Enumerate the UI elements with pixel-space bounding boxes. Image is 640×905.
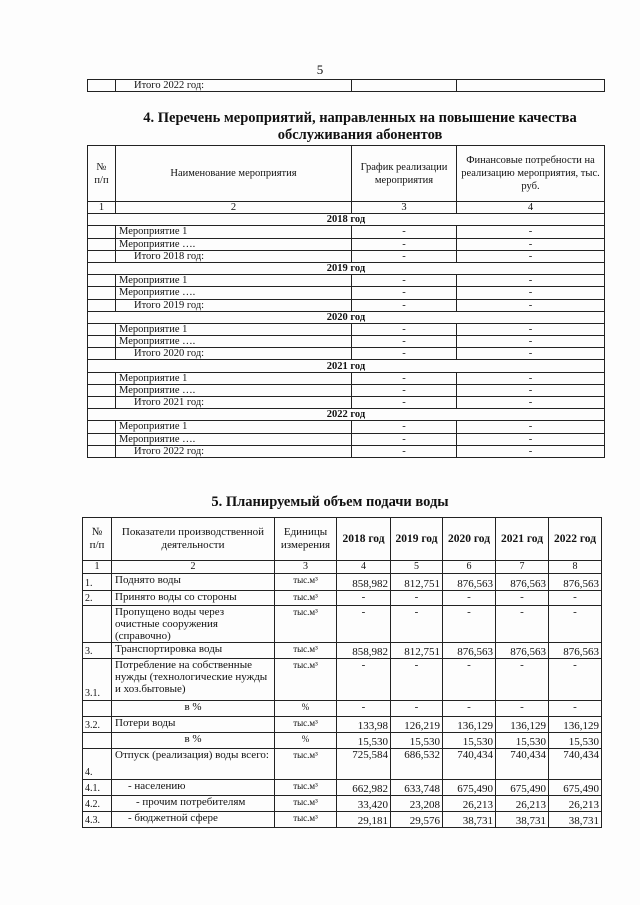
- measure-name: Мероприятие 1: [116, 226, 352, 238]
- table-row: [88, 226, 605, 238]
- unit: тыс.м³: [275, 812, 337, 828]
- year-value: -: [443, 659, 496, 701]
- section5-title: 5. Планируемый объем подачи воды: [211, 494, 449, 510]
- table-row: [88, 397, 605, 409]
- measures-table: [87, 145, 605, 458]
- measure-schedule: -: [352, 226, 457, 238]
- year-value: 740,434: [549, 749, 602, 780]
- unit: тыс.м³: [275, 574, 337, 591]
- year-value: 38,731: [443, 812, 496, 828]
- table-row: [88, 384, 605, 396]
- unit: тыс.м³: [275, 796, 337, 812]
- year-value: 675,490: [549, 780, 602, 796]
- year-value: 876,563: [496, 574, 549, 591]
- unit: тыс.м³: [275, 606, 337, 643]
- measure-schedule: -: [352, 336, 457, 348]
- measure-name: Мероприятие ….: [116, 433, 352, 445]
- col-number: 6: [443, 561, 496, 574]
- year-value: 876,563: [496, 643, 549, 659]
- unit: тыс.м³: [275, 780, 337, 796]
- measure-finance: -: [457, 299, 605, 311]
- measure-name: Итого 2021 год:: [116, 397, 352, 409]
- col-year-header: 2022 год: [549, 518, 602, 561]
- year-value: 675,490: [496, 780, 549, 796]
- table-row: [83, 749, 602, 780]
- section4-title: 4. Перечень мероприятий, направленных на повышение качества обслуживания абонентов: [143, 110, 577, 143]
- col-name-header: Наименование мероприятия: [116, 146, 352, 202]
- measure-schedule: -: [352, 348, 457, 360]
- year-value: 15,530: [337, 733, 391, 749]
- measure-name: Мероприятие ….: [116, 336, 352, 348]
- measure-schedule: -: [352, 299, 457, 311]
- row-number: 3.: [83, 643, 112, 659]
- measure-name: Мероприятие ….: [116, 238, 352, 250]
- indicator-name: Отпуск (реализация) воды всего:: [112, 749, 275, 780]
- measure-schedule: -: [352, 421, 457, 433]
- year-row: [88, 311, 605, 323]
- col-number: 5: [391, 561, 443, 574]
- col-year-header: 2019 год: [391, 518, 443, 561]
- table-row: [83, 796, 602, 812]
- col-number: 4: [337, 561, 391, 574]
- year-value: -: [549, 659, 602, 701]
- year-value: 740,434: [443, 749, 496, 780]
- measure-name: Итого 2020 год:: [116, 348, 352, 360]
- year-value: 38,731: [549, 812, 602, 828]
- col-schedule-header: График реализации мероприятия: [352, 146, 457, 202]
- year-value: 633,748: [391, 780, 443, 796]
- col-num-header: № п/п: [88, 146, 116, 202]
- year-value: -: [496, 591, 549, 606]
- year-value: 23,208: [391, 796, 443, 812]
- indicator-name: Потребление на собственные нужды (технологические нужды и хоз.бытовые): [112, 659, 275, 701]
- water-supply-table: [82, 517, 602, 828]
- table-row: [83, 643, 602, 659]
- indicator-name: - прочим потребителям: [112, 796, 275, 812]
- year-value: -: [496, 659, 549, 701]
- unit: тыс.м³: [275, 749, 337, 780]
- measure-finance: -: [457, 372, 605, 384]
- unit: %: [275, 701, 337, 717]
- year-value: 876,563: [549, 574, 602, 591]
- indicator-name: в %: [112, 701, 275, 717]
- measure-finance: -: [457, 238, 605, 250]
- table-row: [83, 780, 602, 796]
- measure-name: Мероприятие 1: [116, 275, 352, 287]
- year-label: 2020 год: [88, 311, 605, 323]
- measure-finance: -: [457, 323, 605, 335]
- measure-schedule: -: [352, 238, 457, 250]
- col-number-row: [83, 561, 602, 574]
- measure-name: Мероприятие 1: [116, 372, 352, 384]
- table-row: [83, 701, 602, 717]
- table-row: [88, 287, 605, 299]
- measure-name: Мероприятие 1: [116, 421, 352, 433]
- row-number: 4.1.: [83, 780, 112, 796]
- year-value: 26,213: [496, 796, 549, 812]
- year-value: 136,129: [549, 717, 602, 733]
- year-row: [88, 214, 605, 226]
- unit: %: [275, 733, 337, 749]
- table-row: [88, 336, 605, 348]
- year-value: 15,530: [391, 733, 443, 749]
- table-row: [83, 591, 602, 606]
- col-year-header: 2021 год: [496, 518, 549, 561]
- measure-schedule: -: [352, 275, 457, 287]
- col-year-header: 2020 год: [443, 518, 496, 561]
- table-row: [83, 717, 602, 733]
- page-number: 5: [316, 62, 324, 77]
- year-row: [88, 262, 605, 274]
- measure-name: Мероприятие ….: [116, 287, 352, 299]
- year-value: -: [549, 606, 602, 643]
- measure-finance: -: [457, 226, 605, 238]
- row-number: [83, 733, 112, 749]
- table-row: [88, 421, 605, 433]
- year-value: 876,563: [549, 643, 602, 659]
- col-number-row: 1 2 3 4: [88, 202, 605, 214]
- col-indicator-header: Показатели производственной деятельности: [112, 518, 275, 561]
- table-row: [83, 606, 602, 643]
- year-value: 858,982: [337, 574, 391, 591]
- year-value: 33,420: [337, 796, 391, 812]
- measure-finance: -: [457, 384, 605, 396]
- year-value: 662,982: [337, 780, 391, 796]
- year-value: -: [443, 591, 496, 606]
- measures-body: [88, 214, 605, 458]
- measure-finance: -: [457, 336, 605, 348]
- unit: тыс.м³: [275, 717, 337, 733]
- row-number: 2.: [83, 591, 112, 606]
- year-value: 686,532: [391, 749, 443, 780]
- year-value: -: [443, 606, 496, 643]
- measure-schedule: -: [352, 384, 457, 396]
- year-label: 2021 год: [88, 360, 605, 372]
- year-row: [88, 409, 605, 421]
- year-value: -: [337, 701, 391, 717]
- indicator-name: - бюджетной сфере: [112, 812, 275, 828]
- indicator-name: в %: [112, 733, 275, 749]
- year-value: -: [391, 659, 443, 701]
- year-value: 812,751: [391, 643, 443, 659]
- measure-schedule: -: [352, 323, 457, 335]
- measure-schedule: -: [352, 250, 457, 262]
- unit: тыс.м³: [275, 643, 337, 659]
- col-year-header: 2018 год: [337, 518, 391, 561]
- row-number: 3.2.: [83, 717, 112, 733]
- year-row: [88, 360, 605, 372]
- table-row: [83, 659, 602, 701]
- year-value: -: [391, 606, 443, 643]
- col-unit-header: Единицы измерения: [275, 518, 337, 561]
- year-value: 133,98: [337, 717, 391, 733]
- measure-finance: -: [457, 433, 605, 445]
- measure-schedule: -: [352, 445, 457, 457]
- year-value: 876,563: [443, 574, 496, 591]
- col-number: 1: [83, 561, 112, 574]
- table-row: [88, 348, 605, 360]
- year-value: -: [391, 591, 443, 606]
- header-row: [88, 146, 605, 202]
- year-value: 15,530: [443, 733, 496, 749]
- unit: тыс.м³: [275, 591, 337, 606]
- year-value: -: [337, 606, 391, 643]
- year-value: -: [496, 701, 549, 717]
- year-value: 15,530: [496, 733, 549, 749]
- indicator-name: Потери воды: [112, 717, 275, 733]
- year-value: 725,584: [337, 749, 391, 780]
- measure-finance: -: [457, 397, 605, 409]
- measure-finance: -: [457, 348, 605, 360]
- measure-name: Итого 2019 год:: [116, 299, 352, 311]
- year-value: 38,731: [496, 812, 549, 828]
- table-row: [88, 445, 605, 457]
- year-value: 126,219: [391, 717, 443, 733]
- year-value: -: [443, 701, 496, 717]
- year-value: -: [337, 591, 391, 606]
- measure-name: Мероприятие 1: [116, 323, 352, 335]
- year-value: -: [391, 701, 443, 717]
- col-number: 7: [496, 561, 549, 574]
- measure-name: Итого 2022 год:: [116, 445, 352, 457]
- measure-name: Итого 2018 год:: [116, 250, 352, 262]
- year-value: 812,751: [391, 574, 443, 591]
- row-number: 4.: [83, 749, 112, 780]
- measure-schedule: -: [352, 397, 457, 409]
- year-value: 26,213: [443, 796, 496, 812]
- measure-finance: -: [457, 287, 605, 299]
- table-row: [88, 299, 605, 311]
- row-number: 1.: [83, 574, 112, 591]
- row-number: 4.3.: [83, 812, 112, 828]
- year-value: -: [549, 591, 602, 606]
- year-label: 2019 год: [88, 262, 605, 274]
- col-num-header: № п/п: [83, 518, 112, 561]
- row-number: [83, 606, 112, 643]
- year-value: 740,434: [496, 749, 549, 780]
- col-number: 2: [112, 561, 275, 574]
- table-row: [83, 574, 602, 591]
- year-value: 136,129: [443, 717, 496, 733]
- year-value: -: [496, 606, 549, 643]
- year-value: 876,563: [443, 643, 496, 659]
- water-supply-body: [83, 574, 602, 828]
- header-row: [83, 518, 602, 561]
- table-row: [88, 80, 605, 92]
- year-value: 15,530: [549, 733, 602, 749]
- measure-finance: -: [457, 275, 605, 287]
- year-value: 136,129: [496, 717, 549, 733]
- total-label: Итого 2022 год:: [116, 80, 352, 92]
- year-label: 2018 год: [88, 214, 605, 226]
- col-number: 3: [275, 561, 337, 574]
- indicator-name: - населению: [112, 780, 275, 796]
- measure-schedule: -: [352, 372, 457, 384]
- row-number: [83, 701, 112, 717]
- year-value: -: [549, 701, 602, 717]
- table-row: [88, 250, 605, 262]
- table-row: [88, 372, 605, 384]
- table-row: [83, 812, 602, 828]
- unit: тыс.м³: [275, 659, 337, 701]
- year-value: 29,181: [337, 812, 391, 828]
- measure-schedule: -: [352, 433, 457, 445]
- year-value: 858,982: [337, 643, 391, 659]
- row-number: 4.2.: [83, 796, 112, 812]
- indicator-name: Принято воды со стороны: [112, 591, 275, 606]
- year-value: 26,213: [549, 796, 602, 812]
- table-row: [83, 733, 602, 749]
- measure-name: Мероприятие ….: [116, 384, 352, 396]
- table-row: [88, 275, 605, 287]
- col-number: 8: [549, 561, 602, 574]
- year-label: 2022 год: [88, 409, 605, 421]
- year-value: 29,576: [391, 812, 443, 828]
- year-value: 675,490: [443, 780, 496, 796]
- table-row: [88, 238, 605, 250]
- indicator-name: Пропущено воды через очистные сооружения (справочно): [112, 606, 275, 643]
- top-fragment-table: [87, 79, 605, 92]
- measure-finance: -: [457, 250, 605, 262]
- year-value: -: [337, 659, 391, 701]
- indicator-name: Транспортировка воды: [112, 643, 275, 659]
- col-finance-header: Финансовые потребности на реализацию мероприятия, тыс. руб.: [457, 146, 605, 202]
- table-row: [88, 433, 605, 445]
- table-row: [88, 323, 605, 335]
- measure-finance: -: [457, 421, 605, 433]
- row-number: 3.1.: [83, 659, 112, 701]
- indicator-name: Поднято воды: [112, 574, 275, 591]
- measure-schedule: -: [352, 287, 457, 299]
- measure-finance: -: [457, 445, 605, 457]
